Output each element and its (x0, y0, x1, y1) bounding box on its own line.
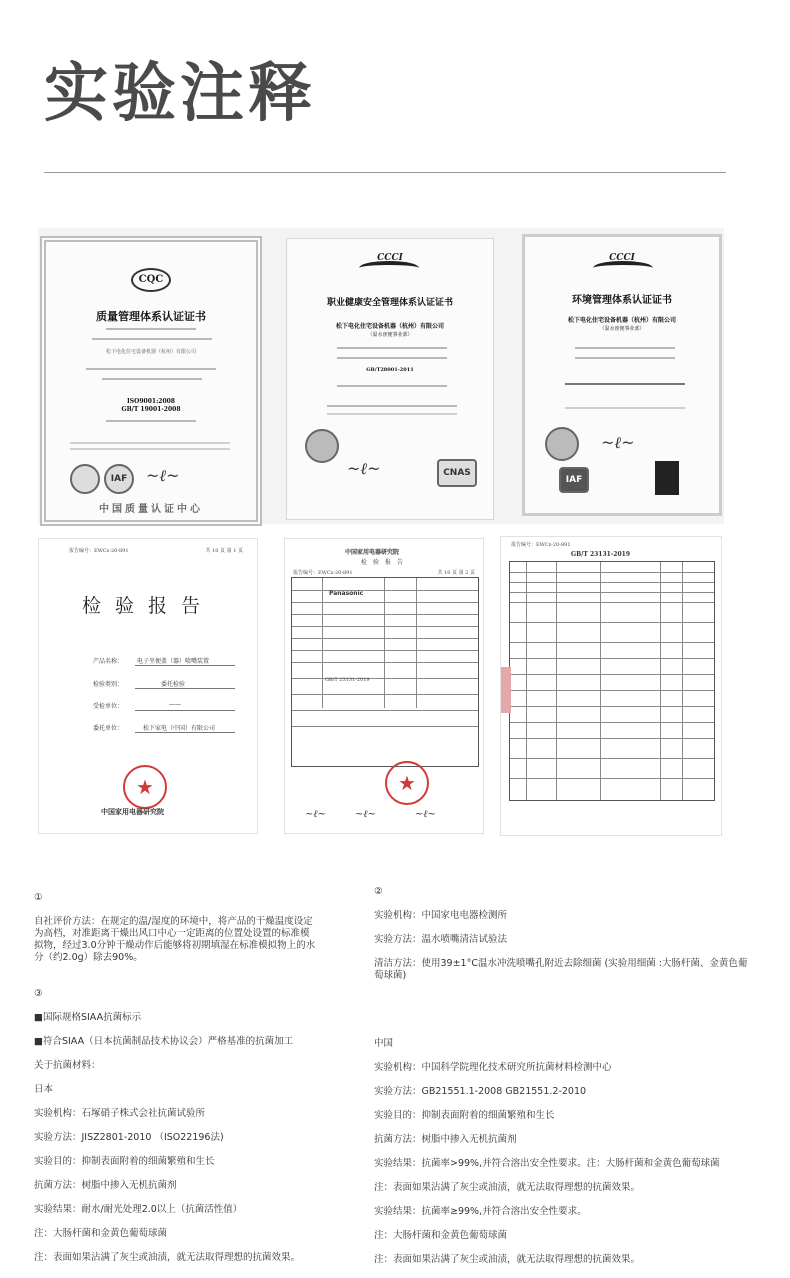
note-2-line: 实验机构：中国家电电器检测所 (374, 910, 508, 921)
title-divider (44, 172, 726, 173)
text-line (337, 347, 447, 349)
note-4-line: 注：表面如果沾满了灰尘或油渍，就无法取得理想的抗菌效果。 (374, 1182, 641, 1193)
note-3-line: 实验目的：抑制表面附着的细菌繁殖和生长 (34, 1156, 215, 1167)
report-number: 报告编号：EWCz-20-891 (511, 542, 571, 548)
cnas-badge: CNAS (437, 459, 477, 487)
swoosh-mark (593, 261, 653, 275)
note-2-marker: ② (374, 886, 383, 897)
underline (135, 732, 235, 733)
text-line (575, 347, 675, 349)
text-line (337, 385, 447, 387)
quality-cert-company: 松下电化住宅设备机器（杭州）有限公司 (105, 349, 196, 355)
quality-cert-footer: 中国质量认证中心 (99, 504, 203, 515)
note-2-line: 清洁方法：使用39±1°C温水冲洗喷嘴孔附近去除细菌 (实验用细菌 :大肠杆菌、金黄色葡萄球菌) (374, 958, 748, 981)
note-2 (374, 874, 754, 994)
note-4-line: 实验方法：GB21551.1-2008 GB21551.2-2010 (374, 1086, 587, 1097)
occupational-cert-title: 职业健康安全管理体系认证证书 (326, 298, 453, 308)
report-issuer: 中国家用电器研究院 (101, 807, 164, 816)
brand-label: Panasonic (329, 590, 364, 597)
quality-certificate (40, 236, 262, 526)
note-3-line: 关于抗菌材料： (34, 1060, 101, 1071)
cqc-logo: CQC (131, 268, 171, 292)
test-report-table (500, 536, 722, 836)
iaf-badge: IAF (104, 464, 134, 494)
page-title: 实验注释 (44, 57, 316, 131)
note-4 (374, 1026, 774, 1278)
note-3-line: 实验结果：耐水/耐光处理2.0以上（抗菌活性值） (34, 1204, 243, 1215)
underline (135, 665, 235, 666)
signature: ~ℓ~ (601, 433, 635, 452)
occupational-cert-sub: （温水座便事业部） (367, 332, 413, 338)
environment-cert-title: 环境管理体系认证证书 (572, 295, 672, 306)
report-pages: 共 10 页 第 2 页 (437, 570, 475, 576)
note-4-line: 注：表面如果沾满了灰尘或油渍，就无法取得理想的抗菌效果。 (374, 1254, 641, 1265)
environment-cert-sub: （温水座便事业部） (599, 326, 645, 332)
field-value: 松下家电（中国）有限公司 (143, 725, 216, 732)
field-label: 委托单位： (93, 725, 124, 732)
occupational-certificate (286, 238, 494, 520)
note-2-line: 实验方法：温水喷嘴清洁试验法 (374, 934, 508, 945)
report-org: 中国家用电器研究院 (345, 549, 400, 556)
note-1-marker: ① (34, 892, 43, 903)
test-report-details (284, 538, 484, 834)
text-line (102, 378, 202, 380)
note-3-line: ■国际规格SIAA抗菌标示 (34, 1012, 142, 1023)
text-line (327, 405, 457, 407)
note-1-text: 自社评价方法：在规定的温/湿度的环境中，将产品的干燥温度设定为高档，对准距离干燥出风口中心一定距离的位置处设置的标准模拟物，经过3.0分钟干燥动作后能够将初期填湿在标准模拟物上的水分（约2.0g）除去90%。 (34, 916, 316, 963)
note-1 (34, 880, 316, 976)
ccci-logo: CCCI (377, 253, 403, 263)
environment-certificate (522, 234, 722, 516)
field-label: 检验类别： (93, 681, 124, 688)
note-4-line: 抗菌方法：树脂中掺入无机抗菌剂 (374, 1134, 517, 1145)
quality-cert-title: 质量管理体系认证证书 (96, 310, 206, 323)
field-label: 受检单位： (93, 703, 124, 710)
text-line (92, 338, 212, 340)
report-standard: GB/T 23131-2019 (571, 551, 631, 558)
note-3 (34, 976, 344, 1276)
report-pages: 共 10 页 第 1 页 (205, 548, 243, 554)
signature: ~ℓ~ (355, 809, 376, 820)
red-stamp: ★ (123, 765, 167, 809)
seam-stamp (501, 667, 511, 713)
signature: ~ℓ~ (305, 809, 326, 820)
iaf-badge: IAF (559, 467, 589, 493)
note-3-marker: ③ (34, 988, 43, 999)
note-4-line: 实验目的：抑制表面附着的细菌繁殖和生长 (374, 1110, 555, 1121)
text-line (106, 420, 196, 422)
underline (135, 710, 235, 711)
underline (135, 688, 235, 689)
test-report-cover (38, 538, 258, 834)
report-number: 报告编号：EWCz-20-891 (293, 570, 353, 576)
report-number: 报告编号：EWCz-20-891 (69, 548, 129, 554)
note-4-line: 实验结果：抗菌率>99%,并符合溶出安全性要求。注：大肠杆菌和金黄色葡萄球菌 (374, 1158, 720, 1169)
seal-badge (305, 429, 339, 463)
note-3-line: 抗菌方法：树脂中掺入无机抗菌剂 (34, 1180, 177, 1191)
environment-cert-company: 松下电化住宅设备机器（杭州）有限公司 (567, 317, 676, 324)
field-label: 产品名称： (93, 658, 124, 665)
field-value: 委托检验 (161, 681, 186, 688)
red-stamp: ★ (385, 761, 429, 805)
note-3-line: ■符合SIAA（日本抗菌制品技术协议会）严格基准的抗菌加工 (34, 1036, 294, 1047)
quality-cert-standard: ISO9001:2008 (127, 398, 175, 405)
swoosh-mark (359, 261, 419, 275)
text-line (106, 328, 196, 330)
text-line (86, 368, 216, 370)
occupational-cert-company: 松下电化住宅设备机器（杭州）有限公司 (335, 323, 444, 330)
report-standard: GB/T 23131-2019 (325, 677, 370, 683)
text-line (337, 357, 447, 359)
signature: ~ℓ~ (146, 466, 180, 485)
signature: ~ℓ~ (415, 809, 436, 820)
note-4-line: 中国 (374, 1038, 394, 1049)
note-3-line: 注：表面如果沾满了灰尘或油渍，就无法取得理想的抗菌效果。 (34, 1252, 301, 1263)
field-value: 电子坐便盖（器）喷嘴装置 (137, 658, 210, 665)
field-value: —— (169, 701, 181, 708)
text-line (565, 407, 685, 409)
text-line (70, 448, 230, 450)
note-4-line: 注：大肠杆菌和金黄色葡萄球菌 (374, 1230, 508, 1241)
text-line (565, 383, 685, 385)
qr-code (655, 461, 679, 495)
results-table (509, 561, 715, 801)
report-title: 检验报告 (361, 559, 410, 566)
note-3-line: 注：大肠杆菌和金黄色葡萄球菌 (34, 1228, 168, 1239)
occupational-cert-standard: GB/T28001-2011 (366, 367, 414, 373)
text-line (575, 357, 675, 359)
text-line (70, 442, 230, 444)
signature: ~ℓ~ (347, 459, 381, 478)
note-3-line: 实验方法：JISZ2801-2010 （ISO22196法) (34, 1132, 224, 1143)
report-table (291, 577, 479, 767)
seal-badge (545, 427, 579, 461)
note-3-line: 实验机构：石塚硝子株式会社抗菌试验所 (34, 1108, 206, 1119)
text-line (327, 413, 457, 415)
note-3-line: 日本 (34, 1084, 54, 1095)
accreditation-badge (70, 464, 100, 494)
note-4-line: 实验机构：中国科学院理化技术研究所抗菌材料检测中心 (374, 1062, 612, 1073)
note-4-line: 实验结果：抗菌率≥99%,并符合溶出安全性要求。 (374, 1206, 587, 1217)
report-title: 检验报告 (81, 595, 214, 617)
quality-cert-standard-gb: GB/T 19001-2008 (121, 406, 181, 413)
ccci-logo: CCCI (609, 253, 635, 263)
